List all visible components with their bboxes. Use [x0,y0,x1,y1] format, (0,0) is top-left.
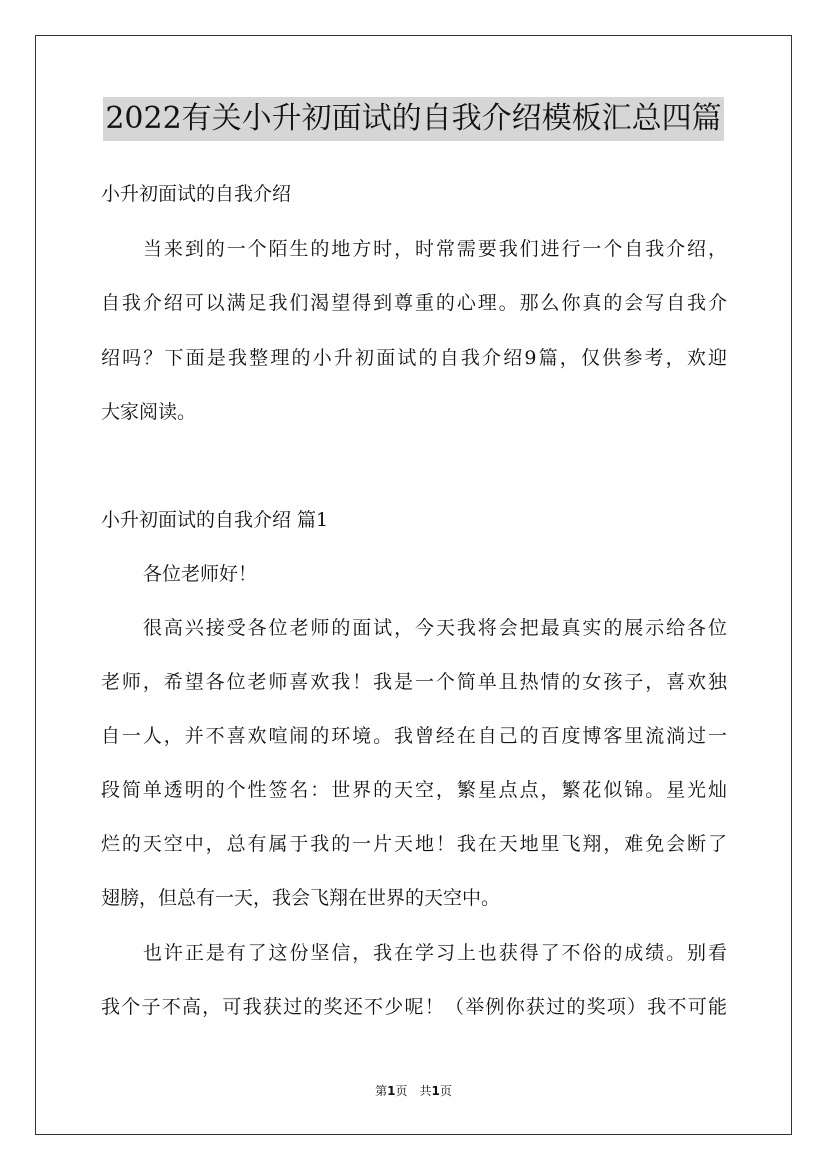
paragraph-line: 大家阅读。 [101,401,197,423]
paragraph-line: 绍吗？下面是我整理的小升初面试的自我介绍9篇，仅供参考，欢迎 [101,347,727,369]
section-heading-part1: 小升初面试的自我介绍 篇1 [101,509,329,531]
footer-suffix: 页 [439,1084,452,1098]
footer-total-pages: 1 [431,1084,440,1098]
paragraph-line: 自一人，并不喜欢喧闹的环境。我曾经在自己的百度博客里流淌过一 [101,725,727,747]
footer-mid: 页 共 [395,1084,432,1098]
paragraph-line: 也许正是有了这份坚信，我在学习上也获得了不俗的成绩。别看 [143,942,727,964]
title-container [0,97,827,141]
paragraph-line: 当来到的一个陌生的地方时，时常需要我们进行一个自我介绍， [143,238,727,260]
paragraph-line: 我个子不高，可我获过的奖还不少呢！（举例你获过的奖项）我不可能 [101,996,727,1018]
footer-prefix: 第 [375,1084,388,1098]
footer-page-number: 1 [387,1084,396,1098]
document-title: 2022有关小升初面试的自我介绍模板汇总四篇 [103,97,723,141]
paragraph-line: 自我介绍可以满足我们渴望得到尊重的心理。那么你真的会写自我介 [101,292,727,314]
paragraph-line: 老师，希望各位老师喜欢我！我是一个简单且热情的女孩子，喜欢独 [101,671,727,693]
paragraph-line: 烂的天空中，总有属于我的一片天地！我在天地里飞翔，难免会断了 [101,833,727,855]
paragraph-line: 翅膀，但总有一天，我会飞翔在世界的天空中。 [101,887,501,909]
greeting-line: 各位老师好！ [143,563,258,585]
section-heading-intro: 小升初面试的自我介绍 [101,183,292,205]
paragraph-line: 段简单透明的个性签名：世界的天空，繁星点点，繁花似锦。星光灿 [101,779,727,801]
paragraph-line: 很高兴接受各位老师的面试，今天我将会把最真实的展示给各位 [143,617,727,639]
page-footer [0,1083,827,1099]
